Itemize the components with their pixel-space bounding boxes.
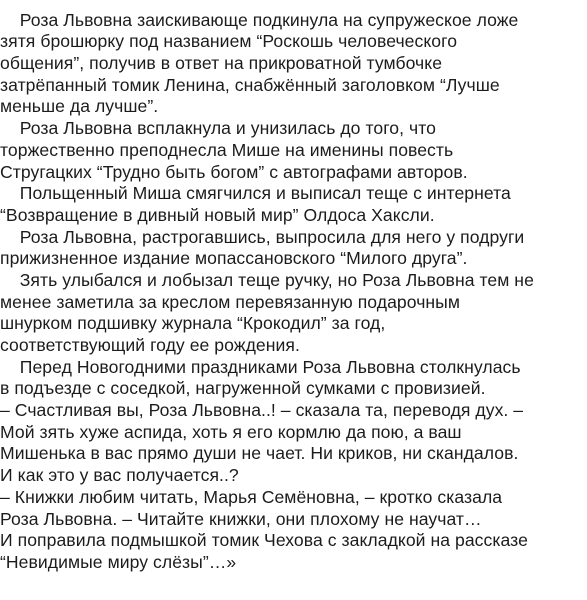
text-line: Зять улыбался и лобызал теще ручку, но Роза Львовна тем не <box>0 269 534 290</box>
text-line: И поправила подмышкой томик Чехова с закладкой на рассказе <box>0 530 528 551</box>
text-line: Перед Новогодними праздниками Роза Львовна столкнулась <box>0 356 521 377</box>
text-line: соответствующий году ее рождения. <box>0 335 300 355</box>
text-line: – Книжки любим читать, Марья Семёновна, – кротко сказала <box>0 486 503 507</box>
text-line: прижизненное издание мопассановского “Милого друга”. <box>0 248 468 269</box>
text-line: Стругацких “Трудно быть богом” с автографами авторов. <box>0 161 468 182</box>
text-line: Роза Львовна, растрогавшись, выпросила для него у подруги <box>0 226 525 247</box>
text-line: Роза Львовна. – Читайте книжки, они плохому не научат… <box>0 508 482 529</box>
text-line: общения”, получив в ответ на прикроватной тумбочке <box>0 53 443 74</box>
text-line: “Невидимые миру слёзы”…» <box>0 551 237 572</box>
text-line: “Возвращение в дивный новый мир” Олдоса Хаксли. <box>0 204 435 225</box>
text-line: Польщенный Миша смягчился и выписал теще с интернета <box>0 183 511 204</box>
text-line-top-fragment <box>0 0 587 10</box>
text-line: в подъезде с соседкой, нагруженной сумками с провизией. <box>0 378 486 399</box>
text-line: зятя брошюрку под названием “Роскошь человеческого <box>0 31 458 52</box>
text-line: Мой зять хуже аспида, хоть я его кормлю да пою, а ваш <box>0 421 462 442</box>
text-line: Роза Львовна заискивающе подкинула на супружеское ложе <box>0 9 519 30</box>
text-line: торжественно преподнесла Мише на именины повесть <box>0 139 454 160</box>
text-line: шнурком подшивку журнала “Крокодил” за год, <box>0 313 386 334</box>
text-line: Роза Львовна всплакнула и унизилась до того, что <box>0 118 436 139</box>
text-line: – Счастливая вы, Роза Львовна..! – сказала та, переводя дух. – <box>0 400 524 421</box>
text-line: меньше да лучше”. <box>0 96 159 117</box>
text-line: И как это у вас получается..? <box>0 465 239 486</box>
text-line: менее заметила за креслом перевязанную подарочным <box>0 291 461 312</box>
text-line: Мишенька в вас прямо души не чает. Ни криков, ни скандалов. <box>0 443 519 464</box>
text-line: затрёпанный томик Ленина, снабжённый заголовком “Лучше <box>0 74 500 95</box>
